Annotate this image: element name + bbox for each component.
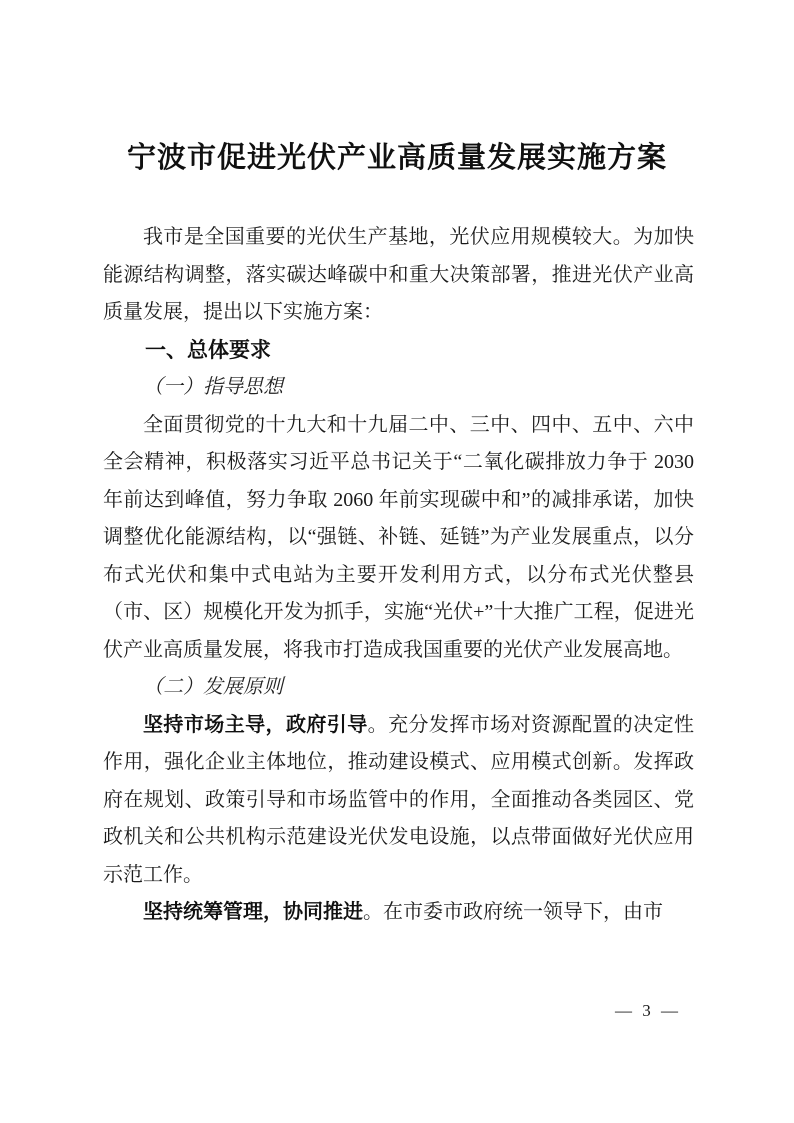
principle-coordination-paragraph bbox=[103, 894, 694, 932]
principle-coordination-lead: 坚持统筹管理，协同推进 bbox=[143, 901, 363, 923]
document-title: 宁波市促进光伏产业高质量发展实施方案 bbox=[126, 142, 667, 174]
guiding-ideology-paragraph: 全面贯彻党的十九大和十九届二中、三中、四中、五中、六中全会精神，积极落实习近平总书记关于“二氧化碳排放力争于 2030 年前达到峰值，努力争取 2060 年前实现碳中和”的减排承诺，加快调整优化能源结构，以“强链、补链、延链”为产业发展重点，以分布式光伏和集中式电站为主要开发利用方式，以分布式光伏整县（市、区）规模化开发为抓手，实施“光伏+”十大推广工程，促进光伏产业高质量发展，将我市打造成我国重要的光伏产业发展高地。 bbox=[103, 413, 694, 661]
principle-market-paragraph bbox=[103, 707, 694, 895]
intro-paragraph: 我市是全国重要的光伏生产基地，光伏应用规模较大。为加快能源结构调整，落实碳达峰碳中和重大决策部署，推进光伏产业高质量发展，提出以下实施方案： bbox=[103, 226, 694, 323]
section-heading-overall-requirements: 一、总体要求 bbox=[145, 338, 271, 362]
subsection-heading-development-principles: （二）发展原则 bbox=[143, 676, 283, 698]
document-body bbox=[103, 219, 694, 932]
principle-market-text: 。充分发挥市场对资源配置的决定性作用，强化企业主体地位，推动建设模式、应用模式创新。发挥政府在规划、政策引导和市场监管中的作用，全面推动各类园区、党政机关和公共机构示范建设光伏发电设施，以点带面做好光伏应用示范工作。 bbox=[103, 713, 695, 886]
page-number: — 3 — bbox=[615, 1001, 681, 1020]
principle-coordination-text: 。在市委市政府统一领导下，由市 bbox=[363, 901, 663, 923]
subsection-heading-guiding-ideology: （一）指导思想 bbox=[143, 376, 283, 398]
principle-market-lead: 坚持市场主导，政府引导 bbox=[143, 713, 368, 736]
